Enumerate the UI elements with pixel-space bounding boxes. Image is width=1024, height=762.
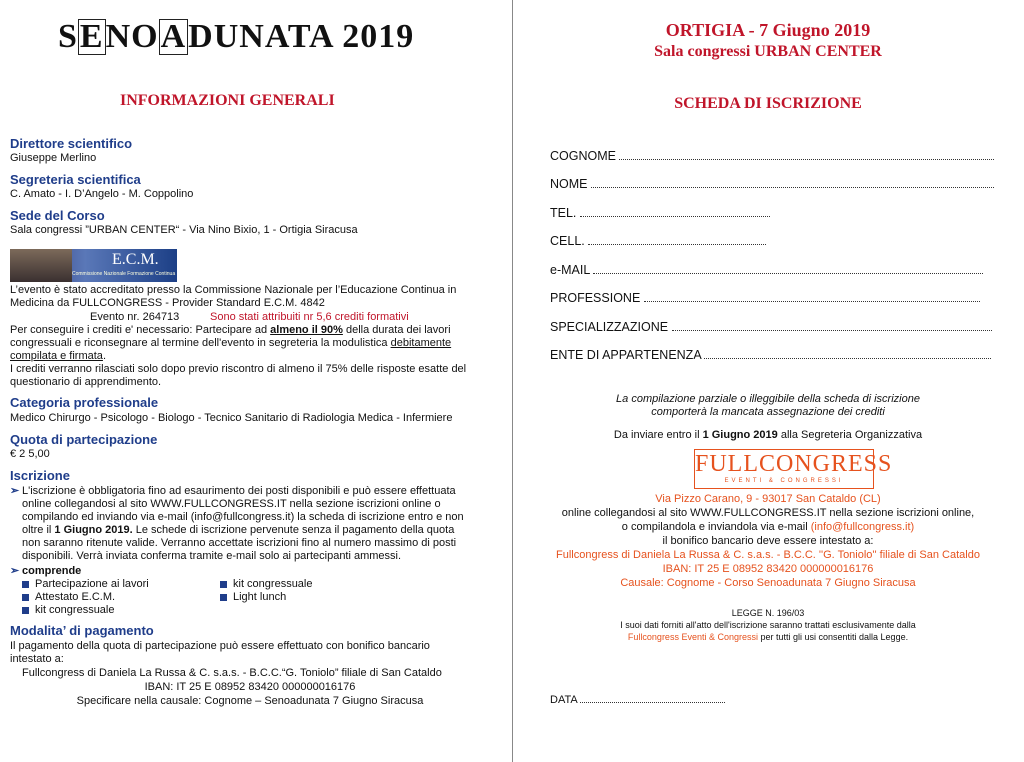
categoria-value: Medico Chirurgo - Psicologo - Biologo - Tecnico Sanitario di Radiologia Medica - Infermiere	[10, 412, 453, 424]
field-specializzazione[interactable]	[550, 320, 992, 334]
arrow-bullet-icon: ➢	[10, 485, 20, 497]
conseguire-line-1	[10, 324, 451, 337]
pag-causale: Specificare nella causale: Cognome – Senoadunata 7 Giugno Siracusa	[76, 695, 424, 707]
invio-line	[512, 429, 1024, 442]
field-line[interactable]	[672, 320, 992, 331]
bank-line-3: Causale: Cognome - Corso Senoadunata 7 Giugno Siracusa	[620, 577, 916, 589]
rilascio-line-2: questionario di apprendimento.	[10, 376, 162, 388]
logo-sub-text: EVENTI & CONGRESSI	[724, 478, 844, 484]
comprende-item-text: Partecipazione ai lavori	[35, 578, 149, 590]
field-nome[interactable]	[550, 177, 994, 191]
comprende-item-text: Light lunch	[233, 591, 287, 603]
conseguire-bold: almeno il 90%	[270, 324, 343, 336]
field-line[interactable]	[591, 177, 994, 188]
accredit-line-2: Medicina da FULLCONGRESS - Provider Standard E.C.M. 4842	[10, 297, 325, 309]
invio-text: Da inviare entro il	[613, 429, 703, 441]
conseguire-line-2	[10, 337, 451, 350]
quota-label: Quota di partecipazione	[10, 432, 158, 447]
title-part: S	[58, 18, 78, 55]
pag-iban: IBAN: IT 25 E 08952 83420 000000016176	[144, 681, 356, 693]
segreteria-label: Segreteria scientifica	[10, 172, 141, 187]
quota-value: € 2 5,00	[10, 448, 50, 460]
field-professione[interactable]	[550, 291, 980, 305]
data-line[interactable]	[580, 692, 725, 703]
iscr-line-1: L'iscrizione è obbligatoria fino ad esaurimento dei posti disponibili e può essere effettuata	[22, 485, 456, 497]
comprende-item-text: kit congressuale	[35, 604, 115, 616]
title-part: NO	[105, 18, 159, 55]
field-data[interactable]	[550, 692, 725, 707]
main-title	[58, 18, 414, 56]
field-line[interactable]	[588, 234, 766, 245]
sede-label: Sede del Corso	[10, 208, 105, 223]
ecm-logo	[10, 249, 177, 282]
pag-line-3: Fullcongress di Daniela La Russa & C. s.a.s. - B.C.C.“G. Toniolo” filiale di San Cataldo	[22, 667, 442, 679]
field-label: e-MAIL	[550, 263, 590, 277]
comprende-item	[220, 578, 313, 591]
address: Via Pizzo Carano, 9 - 93017 San Cataldo (CL)	[655, 493, 881, 505]
bank-line-1: Fullcongress di Daniela La Russa & C. s.a.s. - B.C.C. ''G. Toniolo'' filiale di San Cataldo	[556, 549, 980, 561]
square-bullet-icon	[22, 607, 29, 614]
privacy-line-2	[512, 632, 1024, 642]
section-title-informazioni: INFORMAZIONI GENERALI	[120, 92, 335, 109]
comprende-label: comprende	[22, 565, 82, 577]
iscr-line-3: compilando ed inviando via e-mail (info@fullcongress.it) la scheda di iscrizione entro e non	[22, 511, 464, 523]
field-email[interactable]	[550, 263, 983, 277]
field-cognome[interactable]	[550, 149, 994, 163]
field-label: ENTE DI APPARTENENZA	[550, 348, 701, 362]
square-bullet-icon	[22, 581, 29, 588]
field-label: COGNOME	[550, 149, 616, 163]
field-label: NOME	[550, 177, 588, 191]
page-divider	[512, 0, 513, 762]
iscr-text: oltre il	[22, 524, 55, 536]
comprende-item	[22, 591, 115, 604]
field-line[interactable]	[580, 206, 770, 217]
fullcongress-logo	[694, 449, 893, 489]
note-line-2: comporterà la mancata assegnazione dei crediti	[651, 406, 885, 418]
section-title-scheda: SCHEDA DI ISCRIZIONE	[674, 95, 862, 112]
iscr-deadline: 1 Giugno 2019.	[54, 524, 133, 536]
privacy-line-1: I suoi dati forniti all'atto dell'iscrizione saranno trattati esclusivamente dalla	[620, 620, 916, 630]
evento-nr: Evento nr. 264713	[90, 311, 180, 323]
email-link[interactable]: (info@fullcongress.it)	[810, 521, 915, 533]
direttore-value: Giuseppe Merlino	[10, 152, 97, 164]
field-line[interactable]	[704, 348, 991, 359]
comprende-item	[22, 604, 115, 617]
crediti-formativi: Sono stati attribuiti nr 5,6 crediti formativi	[210, 311, 409, 323]
field-label: CELL.	[550, 234, 585, 248]
online-line-2	[512, 521, 1024, 534]
comprende-item-text: Attestato E.C.M.	[35, 591, 116, 603]
field-line[interactable]	[619, 149, 994, 160]
square-bullet-icon	[220, 594, 227, 601]
field-ente[interactable]	[550, 348, 991, 362]
title-boxed-letter: E	[79, 18, 104, 55]
bank-line-2: IBAN: IT 25 E 08952 83420 000000016176	[662, 563, 874, 575]
data-label: DATA	[550, 694, 578, 706]
event-header-venue: Sala congressi URBAN CENTER	[654, 43, 882, 60]
square-bullet-icon	[220, 581, 227, 588]
iscr-line-5: non saranno ritenute valide. Verranno accettate iscrizioni fino al numero massimo di posti	[22, 537, 457, 549]
field-line[interactable]	[644, 291, 980, 302]
ecm-logo-sub: Commissione Nazionale Formazione Continua	[72, 271, 176, 277]
logo-main-text: FULLCONGRESS	[695, 451, 893, 477]
pag-line-2: intestato a:	[10, 653, 64, 665]
square-bullet-icon	[22, 594, 29, 601]
title-part: DUNATA 2019	[188, 18, 415, 55]
field-tel[interactable]	[550, 206, 770, 220]
field-cell[interactable]	[550, 234, 766, 248]
sede-value: Sala congressi ”URBAN CENTER“ - Via Nino Bixio, 1 - Ortigia Siracusa	[10, 224, 358, 236]
event-header-date: ORTIGIA - 7 Giugno 2019	[665, 20, 871, 40]
comprende-item	[220, 591, 286, 604]
ecm-logo-photo	[10, 249, 72, 282]
bonifico-line: il bonifico bancario deve essere intestato a:	[662, 535, 874, 547]
iscr-line-4	[22, 524, 454, 537]
field-line[interactable]	[593, 263, 983, 274]
conseguire-underline-1: debitamente	[390, 337, 452, 349]
online-line-1: online collegandosi al sito WWW.FULLCONGRESS.IT nella sezione iscrizioni online,	[561, 507, 975, 519]
pagamento-label: Modalita’ di pagamento	[10, 623, 154, 638]
field-label: PROFESSIONE	[550, 291, 641, 305]
field-label: TEL.	[550, 206, 577, 220]
invio-text-2: alla Segreteria Organizzativa	[777, 429, 923, 441]
arrow-bullet-icon: ➢	[10, 565, 20, 577]
title-boxed-letter: A	[160, 18, 187, 55]
field-label: SPECIALIZZAZIONE	[550, 320, 669, 334]
invio-deadline: 1 Giugno 2019	[702, 429, 778, 441]
legge: LEGGE N. 196/03	[731, 608, 805, 618]
iscrizione-label: Iscrizione	[10, 468, 70, 483]
pag-line-1: Il pagamento della quota di partecipazione può essere effettuato con bonifico bancario	[10, 640, 430, 652]
comprende-item-text: kit congressuale	[233, 578, 313, 590]
iscr-line-2: online collegandosi al sito WWW.FULLCONGRESS.IT nella sezione iscrizioni online o	[22, 498, 441, 510]
direttore-label: Direttore scientifico	[10, 136, 133, 151]
accredit-line-1: L’evento è stato accreditato presso la Commissione Nazionale per l’Educazione Continua in	[10, 284, 457, 296]
ecm-logo-text: E.C.M.	[112, 251, 159, 268]
comprende-item	[22, 578, 149, 591]
conseguire-line-3: compilata e firmata.	[10, 350, 106, 362]
conseguire-text-3: congressuali e riconsegnare al termine dell'evento in segreteria la modulistica	[10, 337, 391, 349]
conseguire-text: Per conseguire i crediti e' necessario: Partecipare ad	[10, 324, 268, 336]
iscr-line-6: disponibili. Verrà inviata conferma tramite e-mail solo ai partecipanti ammessi.	[22, 550, 402, 562]
privacy-text: per tutti gli usi consentiti dalla Legge.	[757, 632, 909, 642]
conseguire-underline-2: compilata e firmata	[10, 350, 103, 362]
iscr-text-2: Le schede di iscrizione pervenute senza il pagamento della quota	[132, 524, 455, 536]
privacy-company: Fullcongress Eventi & Congressi	[627, 632, 758, 642]
note-line-1: La compilazione parziale o illeggibile della scheda di iscrizione	[616, 393, 920, 405]
online-text: o compilandola e inviandola via e-mail	[621, 521, 811, 533]
categoria-label: Categoria professionale	[10, 395, 159, 410]
conseguire-text-2: della durata dei lavori	[342, 324, 451, 336]
rilascio-line-1: I crediti verranno rilasciati solo dopo previo riscontro di almeno il 75% delle risposte esatte del	[10, 363, 467, 375]
segreteria-value: C. Amato - I. D’Angelo - M. Coppolino	[10, 188, 194, 200]
